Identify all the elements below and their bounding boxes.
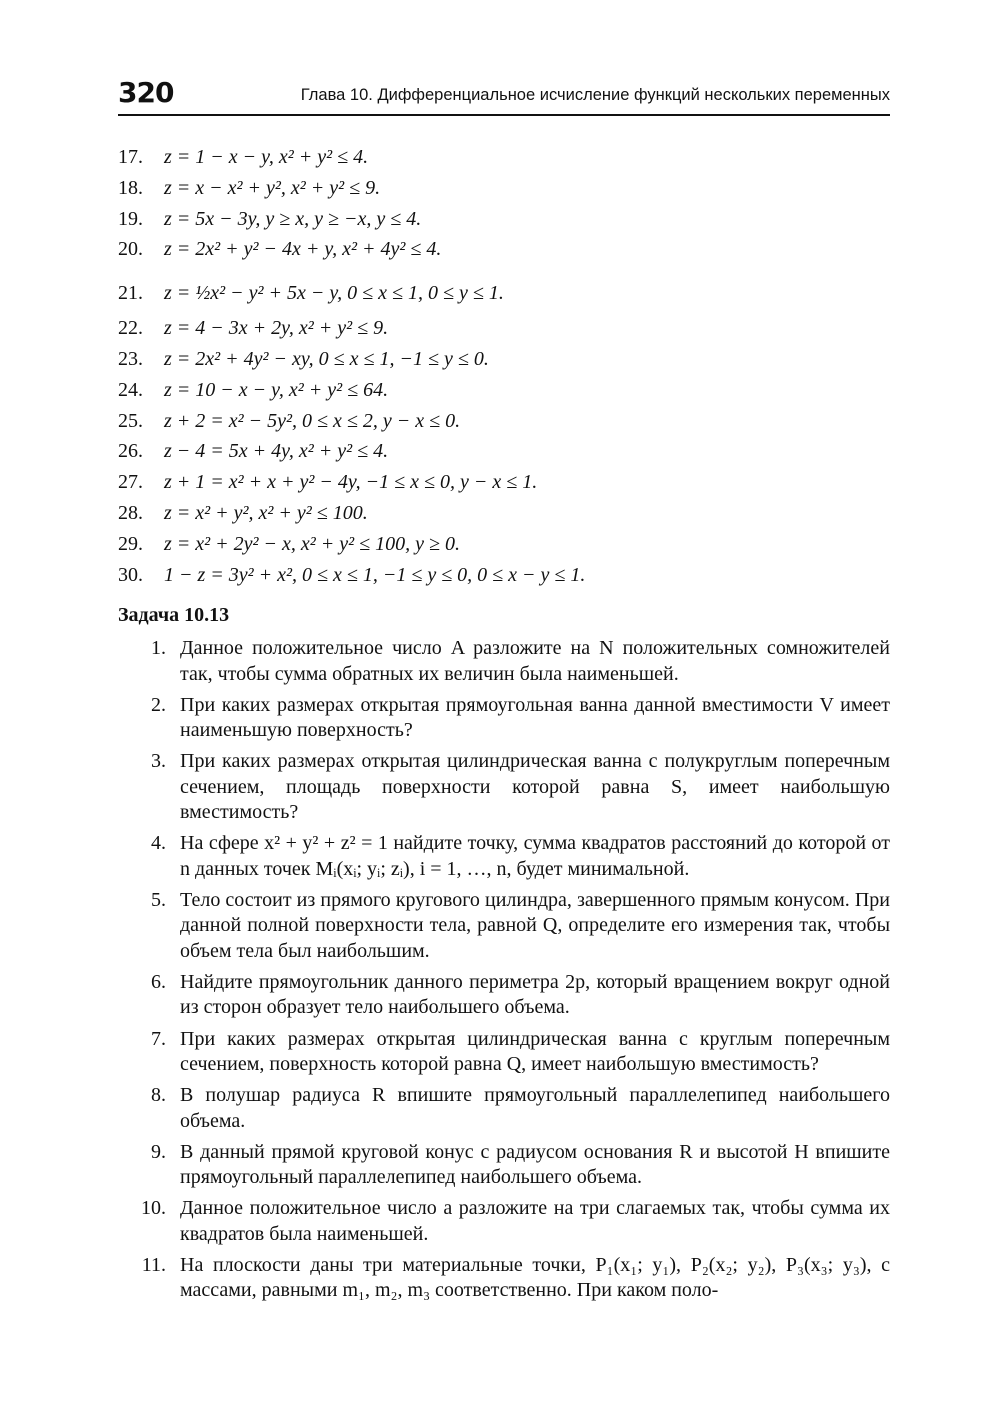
problem-number: 3. [151, 750, 166, 773]
problem-number: 7. [151, 1027, 166, 1050]
formula-expression: z = 2x² + 4y² − xy, 0 ≤ x ≤ 1, −1 ≤ y ≤ 0. [164, 347, 489, 370]
formula-number: 26. [118, 440, 143, 463]
problem-item [118, 693, 890, 744]
problem-list [118, 636, 890, 1310]
problem-item [118, 970, 890, 1021]
formula-number: 29. [118, 532, 143, 555]
problem-item [118, 1140, 890, 1191]
formula-number: 23. [118, 347, 143, 370]
problem-number: 9. [151, 1140, 166, 1163]
formula-number: 24. [118, 378, 143, 401]
formula-number: 17. [118, 146, 143, 168]
problem-text: Найдите прямоугольник данного периметра 2p, который вращением вокруг одной из сторон образует тело наибольшего объема. [180, 970, 890, 1019]
formula-expression: z = x − x² + y², x² + y² ≤ 9. [164, 176, 381, 199]
formula-row [118, 533, 890, 564]
formula-row [118, 146, 890, 177]
formula-row [118, 564, 890, 595]
problem-number: 2. [151, 693, 166, 716]
formula-expression: 1 − z = 3y² + x², 0 ≤ x ≤ 1, −1 ≤ y ≤ 0, 0 ≤ x − y ≤ 1. [164, 563, 586, 586]
problem-item [118, 831, 890, 882]
problem-item [118, 636, 890, 687]
chapter-title: Глава 10. Дифференциальное исчисление функций нескольких переменных [300, 86, 890, 104]
problem-number: 10. [141, 1197, 166, 1220]
formula-expression: z = 5x − 3y, y ≥ x, y ≥ −x, y ≤ 4. [164, 207, 422, 230]
formula-row [118, 238, 890, 269]
formula-expression: z = ½x² − y² + 5x − y, 0 ≤ x ≤ 1, 0 ≤ y ≤ 1. [164, 281, 504, 304]
problem-number: 8. [151, 1084, 166, 1107]
formula-row [118, 208, 890, 239]
problem-number: 4. [151, 832, 166, 855]
formula-list [118, 146, 890, 594]
formula-number: 30. [118, 563, 143, 586]
formula-number: 18. [118, 176, 143, 199]
problem-item [118, 1196, 890, 1247]
page-number: 320 [118, 76, 174, 109]
problem-number: 6. [151, 970, 166, 993]
problem-text: На сфере x² + y² + z² = 1 найдите точку, сумма квадратов расстояний до которой от n данных точек Mᵢ(xᵢ; yᵢ; zᵢ), i = 1, …, n, будет минимальной. [180, 832, 890, 880]
formula-number: 28. [118, 501, 143, 524]
problem-text: При каких размерах открытая прямоугольная ванна данной вместимости V имеет наименьшую поверхность? [180, 693, 890, 742]
problem-item [118, 1253, 890, 1304]
formula-number: 19. [118, 207, 143, 230]
problem-text: На плоскости даны три материальные точки, P₁(x₁; y₁), P₂(x₂; y₂), P₃(x₃; y₃), с массами, равными m₁, m₂, m₃ соответственно. При каком поло- [180, 1253, 890, 1302]
problem-item [118, 1027, 890, 1078]
problem-item [118, 749, 890, 826]
formula-expression: z = 2x² + y² − 4x + y, x² + 4y² ≤ 4. [164, 238, 442, 261]
problem-text: При каких размерах открытая цилиндрическая ванна с круглым поперечным сечением, поверхность которой равна Q, имеет наибольшую вместимость? [180, 1027, 890, 1076]
formula-row [118, 471, 890, 502]
formula-row [118, 317, 890, 348]
formula-expression: z = 10 − x − y, x² + y² ≤ 64. [164, 378, 389, 401]
formula-number: 20. [118, 238, 143, 261]
problem-number: 11. [141, 1253, 166, 1276]
problem-text: При каких размерах открытая цилиндрическая ванна с полукруглым поперечным сечением, площадь поверхности которой равна S, имеет наибольшую вместимость? [180, 750, 890, 824]
formula-row [118, 502, 890, 533]
formula-row [118, 269, 890, 317]
problem-item [118, 1083, 890, 1134]
formula-number: 25. [118, 409, 143, 432]
formula-row [118, 379, 890, 410]
formula-expression: z + 1 = x² + x + y² − 4y, −1 ≤ x ≤ 0, y − x ≤ 1. [164, 471, 538, 494]
problem-number: 1. [151, 637, 166, 659]
problem-number: 5. [151, 888, 166, 911]
formula-expression: z = 1 − x − y, x² + y² ≤ 4. [164, 146, 369, 168]
formula-row [118, 440, 890, 471]
formula-row [118, 348, 890, 379]
problem-text: В данный прямой круговой конус с радиусом основания R и высотой H впишите прямоугольный параллелепипед наибольшего объема. [180, 1140, 890, 1189]
formula-expression: z = x² + y², x² + y² ≤ 100. [164, 501, 368, 524]
formula-expression: z + 2 = x² − 5y², 0 ≤ x ≤ 2, y − x ≤ 0. [164, 409, 461, 432]
formula-number: 22. [118, 317, 143, 340]
formula-number: 27. [118, 471, 143, 494]
formula-row [118, 177, 890, 208]
problem-text: Данное положительное число A разложите на N положительных сомножителей так, чтобы сумма обратных их величин была наименьшей. [180, 637, 890, 685]
formula-row [118, 410, 890, 441]
formula-expression: z − 4 = 5x + 4y, x² + y² ≤ 4. [164, 440, 389, 463]
task-title: Задача 10.13 [118, 604, 230, 626]
problem-text: В полушар радиуса R впишите прямоугольный параллелепипед наибольшего объема. [180, 1084, 890, 1132]
formula-expression: z = x² + 2y² − x, x² + y² ≤ 100, y ≥ 0. [164, 532, 460, 555]
problem-text: Данное положительное число a разложите на три слагаемых так, чтобы сумма их квадратов была наименьшей. [180, 1197, 890, 1245]
page-header [118, 76, 890, 116]
formula-number: 21. [118, 281, 143, 304]
problem-item [118, 888, 890, 965]
formula-expression: z = 4 − 3x + 2y, x² + y² ≤ 9. [164, 317, 389, 340]
problem-text: Тело состоит из прямого кругового цилиндра, завершенного прямым конусом. При данной полной поверхности тела, равной Q, определите его измерения так, чтобы объем тела был наибольшим. [180, 888, 890, 962]
